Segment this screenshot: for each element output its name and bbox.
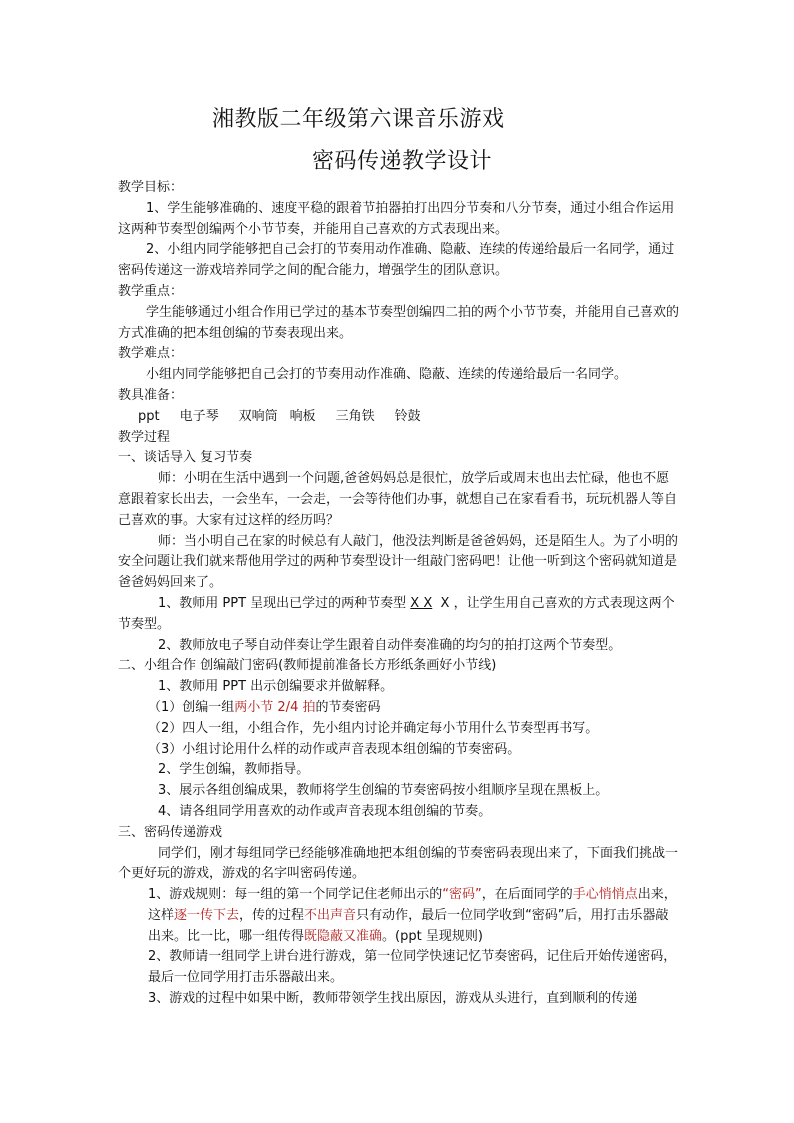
part2-sub-3: （3）小组讨论用什么样的动作或声音表现本组创编的节奏密码。	[148, 741, 521, 757]
objective-item-1: 1、学生能够准确的、速度平稳的跟着节拍器拍打出四分节奏和八分节奏，通过小组合作运用这两种节奏型创编两个小节节奏，并能用自己喜欢的方式表现出来。	[118, 200, 675, 237]
highlight-text: “密码”	[442, 887, 482, 903]
document-subtitle: 密码传递教学设计	[312, 149, 493, 174]
document-title: 湘教版二年级第六课音乐游戏	[212, 107, 505, 132]
key-points-text: 学生能够通过小组合作用已学过的基本节奏型创编四二拍的两个小节节奏，并能用自己喜欢的方式准确的把本组创编的节奏表现出来。	[118, 304, 680, 341]
part2-heading: 二、小组合作 创编敲门密码(教师提前准备长方形纸条画好小节线)	[118, 658, 497, 674]
objectives-heading: 教学目标：	[118, 180, 184, 195]
highlight-text: 两小节 2/4 拍	[234, 699, 316, 715]
part2-step-2: 2、学生创编，教师指导。	[158, 762, 310, 778]
highlight-text: 逐一传下去	[174, 907, 240, 923]
material-item: 响板	[289, 408, 316, 424]
materials-list	[118, 407, 680, 428]
part2-step-1: 1、教师用 PPT 出示创编要求并做解释。	[158, 679, 394, 695]
part3-heading: 三、密码传递游戏	[118, 824, 223, 840]
part3-step-2: 2、教师请一组同学上讲台进行游戏，第一位同学快速记忆节奏密码，记住后开始传递密码，最后一位同学用打击乐器敲出来。	[148, 949, 677, 986]
part2-sub-2: （2）四人一组，小组合作，先小组内讨论并确定每小节用什么节奏型再书写。	[148, 720, 599, 736]
key-points-heading: 教学重点：	[118, 283, 184, 299]
materials-heading: 教具准备：	[118, 387, 184, 403]
material-item: 电子琴	[179, 408, 219, 424]
part3-step-3: 3、游戏的过程中如果中断，教师带领学生找出原因，游戏从头进行，直到顺利的传递	[148, 991, 638, 1007]
part2-sub-1: （1）创编一组两小节 2/4 拍的节奏密码	[148, 699, 381, 715]
highlight-text: 既隐蔽又准确	[304, 928, 383, 944]
difficulties-heading: 教学难点：	[118, 346, 184, 362]
part1-step-1: 1、教师用 PPT 呈现出已学过的两种节奏型 X X X ，让学生用自己喜欢的方式表现这两个节奏型。	[118, 595, 675, 632]
part1-heading: 一、谈话导入 复习节奏	[118, 450, 253, 466]
part1-paragraph-2: 师：当小明自己在家的时候总有人敲门，他没法判断是爸爸妈妈，还是陌生人。为了小明的安全问题让我们就来帮他用学过的两种节奏型设计一组敲门密码吧！让他一听到这个密码就知道是爸爸妈妈回来了。	[118, 533, 679, 591]
material-item: 三角铁	[335, 408, 375, 424]
material-item: ppt	[138, 408, 160, 424]
process-heading: 教学过程	[118, 429, 171, 445]
rhythm-eighth-notes: X X	[410, 595, 433, 611]
part1-paragraph-1: 师：小明在生活中遇到一个问题,爸爸妈妈总是很忙，放学后或周末也出去忙碌，他也不愿意跟着家长出去，一会坐车，一会走，一会等待他们办事，就想自己在家看看书，玩玩机器人等自己喜欢的事。大家有过这样的经历吗？	[118, 471, 678, 528]
material-item: 铃鼓	[394, 408, 421, 424]
rhythm-quarter-note: X	[440, 595, 450, 611]
highlight-text: 不出声音	[304, 907, 357, 923]
difficulties-text: 小组内同学能够把自己会打的节奏用动作准确、隐蔽、连续的传递给最后一名同学。	[146, 367, 628, 383]
part2-step-3: 3、展示各组创编成果，教师将学生创编的节奏密码按小组顺序呈现在黑板上。	[158, 783, 609, 799]
material-item: 双响筒	[238, 408, 278, 424]
part3-intro: 同学们，刚才每组同学已经能够准确地把本组创编的节奏密码表现出来了，下面我们挑战一个更好玩的游戏，游戏的名字叫密码传递。	[118, 845, 679, 882]
part1-step-2: 2、教师放电子琴自动伴奏让学生跟着自动伴奏准确的均匀的拍打这两个节奏型。	[158, 637, 622, 653]
objective-item-2: 2、小组内同学能够把自己会打的节奏用动作准确、隐蔽、连续的传递给最后一名同学，通过密码传递这一游戏培养同学之间的配合能力，增强学生的团队意识。	[118, 242, 675, 279]
document-body	[118, 178, 680, 1010]
part3-rule: 1、游戏规则：每一组的第一个同学记住老师出示的“密码”，在后面同学的手心悄悄点出来，这样逐一传下去，传的过程不出声音只有动作，最后一位同学收到“密码”后，用打击乐器敲出来。比一比，哪一组传得既隐蔽又准确。(ppt 呈现规则)	[148, 887, 677, 944]
part2-step-4: 4、请各组同学用喜欢的动作或声音表现本组创编的节奏。	[158, 803, 492, 819]
highlight-text: 手心悄悄点	[572, 887, 638, 903]
